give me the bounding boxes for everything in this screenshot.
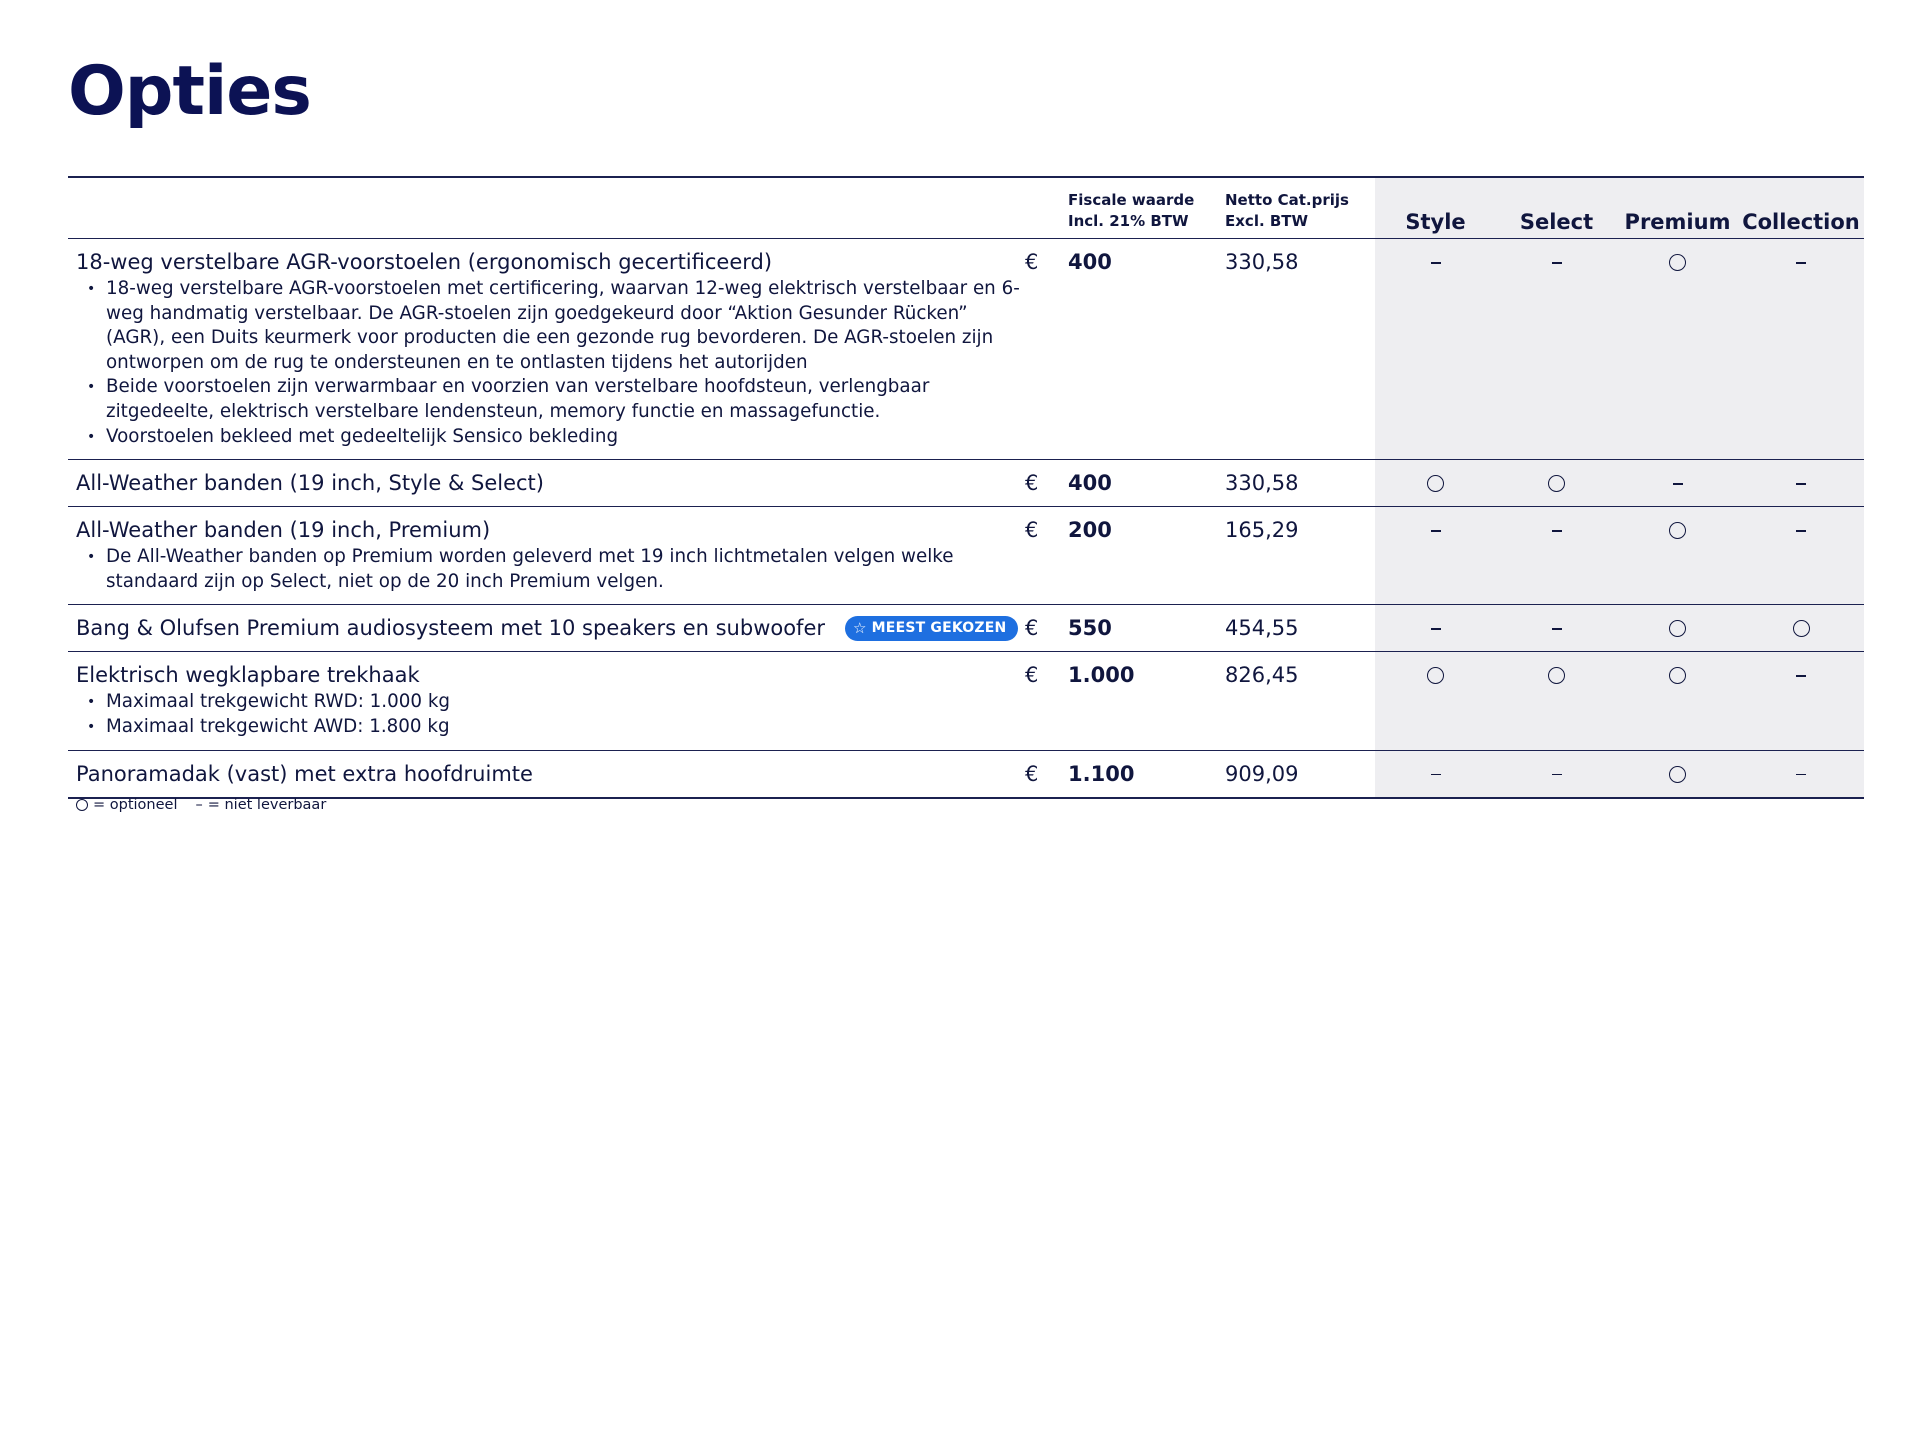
option-bullet: • 18-weg verstelbare AGR-voorstoelen met certificering, waarvan 12-weg elektrisch verstelbaar en 6-weg handmatig verstelbaar. De AGR-stoelen zijn goedgekeurd door “Aktion Gesunder Rücken” (AGR), een Duits keurmerk voor producten die een gezonde rug bevorderen. De AGR-stoelen zijn ontworpen om de rug te ondersteunen en te ontlasten tijdens het autorijden bbox=[76, 277, 1023, 375]
trim-header-style: Style bbox=[1375, 178, 1496, 238]
availability-collection bbox=[1738, 507, 1864, 604]
table-row bbox=[68, 507, 1864, 605]
optional-circle-icon bbox=[1427, 667, 1444, 684]
badge-label: MEEST GEKOZEN bbox=[871, 620, 1007, 637]
availability-style bbox=[1375, 751, 1496, 797]
net-price: 330,58 bbox=[1225, 471, 1299, 496]
fiscal-value-header bbox=[1068, 178, 1225, 238]
option-bullet: • Voorstoelen bekleed met gedeeltelijk Sensico bekleding bbox=[76, 425, 1023, 450]
fiscal-value: 400 bbox=[1068, 471, 1112, 496]
trim-header-select: Select bbox=[1496, 178, 1617, 238]
table-row bbox=[68, 751, 1864, 799]
optional-circle-icon bbox=[1669, 254, 1686, 271]
legend-dash-symbol: – bbox=[195, 797, 203, 813]
optional-circle-icon bbox=[1669, 522, 1686, 539]
fiscal-value: 550 bbox=[1068, 616, 1112, 641]
option-bullet: • Beide voorstoelen zijn verwarmbaar en voorzien van verstelbare hoofdsteun, verlengbaar zitgedeelte, elektrisch verstelbare lendensteun, memory functie en massagefunctie. bbox=[76, 375, 1023, 424]
availability-premium bbox=[1617, 605, 1738, 651]
availability-premium bbox=[1617, 507, 1738, 604]
option-description bbox=[68, 507, 1023, 604]
not-available-dash-icon bbox=[1796, 675, 1806, 677]
options-table bbox=[68, 176, 1864, 799]
option-name: Bang & Olufsen Premium audiosysteem met 10 speakers en subwoofer bbox=[76, 616, 826, 641]
option-bullet: • Maximaal trekgewicht AWD: 1.800 kg bbox=[76, 715, 1023, 740]
optional-circle-icon bbox=[1427, 475, 1444, 492]
fiscal-value: 400 bbox=[1068, 250, 1112, 274]
not-available-dash-icon bbox=[1796, 483, 1806, 485]
availability-select bbox=[1496, 239, 1617, 459]
header-currency-spacer bbox=[1023, 178, 1068, 238]
availability-style bbox=[1375, 652, 1496, 749]
availability-select bbox=[1496, 460, 1617, 506]
availability-premium bbox=[1617, 239, 1738, 459]
availability-premium bbox=[1617, 652, 1738, 749]
net-price-header bbox=[1225, 178, 1375, 238]
option-description bbox=[68, 652, 1023, 749]
option-bullets bbox=[76, 277, 1023, 449]
option-description bbox=[68, 751, 1023, 797]
not-available-dash-icon bbox=[1552, 530, 1562, 532]
net-price: 330,58 bbox=[1225, 250, 1299, 274]
net-price: 909,09 bbox=[1225, 761, 1299, 786]
optional-circle-icon bbox=[1669, 667, 1686, 684]
option-bullets bbox=[76, 690, 1023, 739]
table-row bbox=[68, 460, 1864, 507]
not-available-dash-icon bbox=[1431, 774, 1441, 776]
option-bullet: • Maximaal trekgewicht RWD: 1.000 kg bbox=[76, 690, 1023, 715]
star-icon: ☆ bbox=[853, 619, 867, 638]
fiscal-value: 200 bbox=[1068, 518, 1112, 543]
option-description bbox=[68, 239, 1023, 459]
availability-select bbox=[1496, 652, 1617, 749]
not-available-dash-icon bbox=[1431, 262, 1441, 264]
legend-optional: = optioneel bbox=[93, 797, 178, 813]
availability-select bbox=[1496, 605, 1617, 651]
availability-style bbox=[1375, 460, 1496, 506]
option-name-line bbox=[76, 517, 1023, 543]
euro-sign: € bbox=[1025, 663, 1039, 688]
euro-sign: € bbox=[1025, 616, 1039, 641]
optional-circle-icon bbox=[1669, 620, 1686, 637]
optional-circle-icon bbox=[1548, 475, 1565, 492]
availability-style bbox=[1375, 239, 1496, 459]
availability-style bbox=[1375, 605, 1496, 651]
not-available-dash-icon bbox=[1796, 530, 1806, 532]
legend-not-available: = niet leverbaar bbox=[207, 797, 327, 813]
euro-sign: € bbox=[1025, 518, 1039, 543]
net-header-line2: Excl. BTW bbox=[1225, 212, 1309, 230]
most-chosen-badge bbox=[845, 616, 1018, 641]
circle-icon bbox=[76, 799, 88, 811]
availability-premium bbox=[1617, 460, 1738, 506]
table-row bbox=[68, 605, 1864, 652]
availability-style bbox=[1375, 507, 1496, 604]
option-name-line bbox=[76, 470, 1023, 496]
option-name-line bbox=[76, 761, 1023, 787]
header-spacer bbox=[68, 178, 1023, 238]
net-price: 454,55 bbox=[1225, 616, 1299, 641]
option-bullets bbox=[76, 545, 1023, 594]
not-available-dash-icon bbox=[1673, 483, 1683, 485]
fiscal-value: 1.100 bbox=[1068, 761, 1135, 786]
fiscal-value: 1.000 bbox=[1068, 663, 1135, 688]
table-header bbox=[68, 178, 1864, 239]
option-name-line bbox=[76, 662, 1023, 688]
availability-collection bbox=[1738, 460, 1864, 506]
availability-select bbox=[1496, 751, 1617, 797]
not-available-dash-icon bbox=[1431, 628, 1441, 630]
net-header-line1: Netto Cat.prijs bbox=[1225, 191, 1349, 209]
option-bullet: • De All-Weather banden op Premium worden geleverd met 19 inch lichtmetalen velgen welke standaard zijn op Select, niet op de 20 inch Premium velgen. bbox=[76, 545, 1023, 594]
option-name-line bbox=[76, 249, 1023, 275]
optional-circle-icon bbox=[1669, 766, 1686, 783]
legend bbox=[76, 797, 326, 813]
net-price: 826,45 bbox=[1225, 663, 1299, 688]
euro-sign: € bbox=[1025, 761, 1039, 786]
availability-collection bbox=[1738, 751, 1864, 797]
option-name: Elektrisch wegklapbare trekhaak bbox=[76, 663, 420, 688]
option-name: Panoramadak (vast) met extra hoofdruimte bbox=[76, 761, 533, 786]
not-available-dash-icon bbox=[1431, 530, 1441, 532]
euro-sign: € bbox=[1025, 471, 1039, 496]
net-price: 165,29 bbox=[1225, 518, 1299, 543]
table-row bbox=[68, 239, 1864, 460]
not-available-dash-icon bbox=[1552, 774, 1562, 776]
not-available-dash-icon bbox=[1552, 262, 1562, 264]
optional-circle-icon bbox=[1793, 620, 1810, 637]
option-description bbox=[68, 460, 1023, 506]
euro-sign: € bbox=[1025, 250, 1039, 274]
trim-header-premium: Premium bbox=[1617, 178, 1738, 238]
option-name: 18-weg verstelbare AGR-voorstoelen (ergonomisch gecertificeerd) bbox=[76, 250, 773, 274]
fiscal-header-line1: Fiscale waarde bbox=[1068, 191, 1195, 209]
not-available-dash-icon bbox=[1796, 774, 1806, 776]
availability-select bbox=[1496, 507, 1617, 604]
not-available-dash-icon bbox=[1796, 262, 1806, 264]
not-available-dash-icon bbox=[1552, 628, 1562, 630]
availability-collection bbox=[1738, 652, 1864, 749]
fiscal-header-line2: Incl. 21% BTW bbox=[1068, 212, 1189, 230]
option-description bbox=[68, 605, 1023, 651]
option-name-line bbox=[76, 615, 1023, 641]
table-body bbox=[68, 239, 1864, 799]
option-name: All-Weather banden (19 inch, Premium) bbox=[76, 518, 491, 543]
availability-collection bbox=[1738, 239, 1864, 459]
optional-circle-icon bbox=[1548, 667, 1565, 684]
trim-header-collection: Collection bbox=[1738, 178, 1864, 238]
table-row bbox=[68, 652, 1864, 750]
page-title: Opties bbox=[68, 52, 311, 131]
availability-premium bbox=[1617, 751, 1738, 797]
availability-collection bbox=[1738, 605, 1864, 651]
option-name: All-Weather banden (19 inch, Style & Select) bbox=[76, 471, 544, 496]
